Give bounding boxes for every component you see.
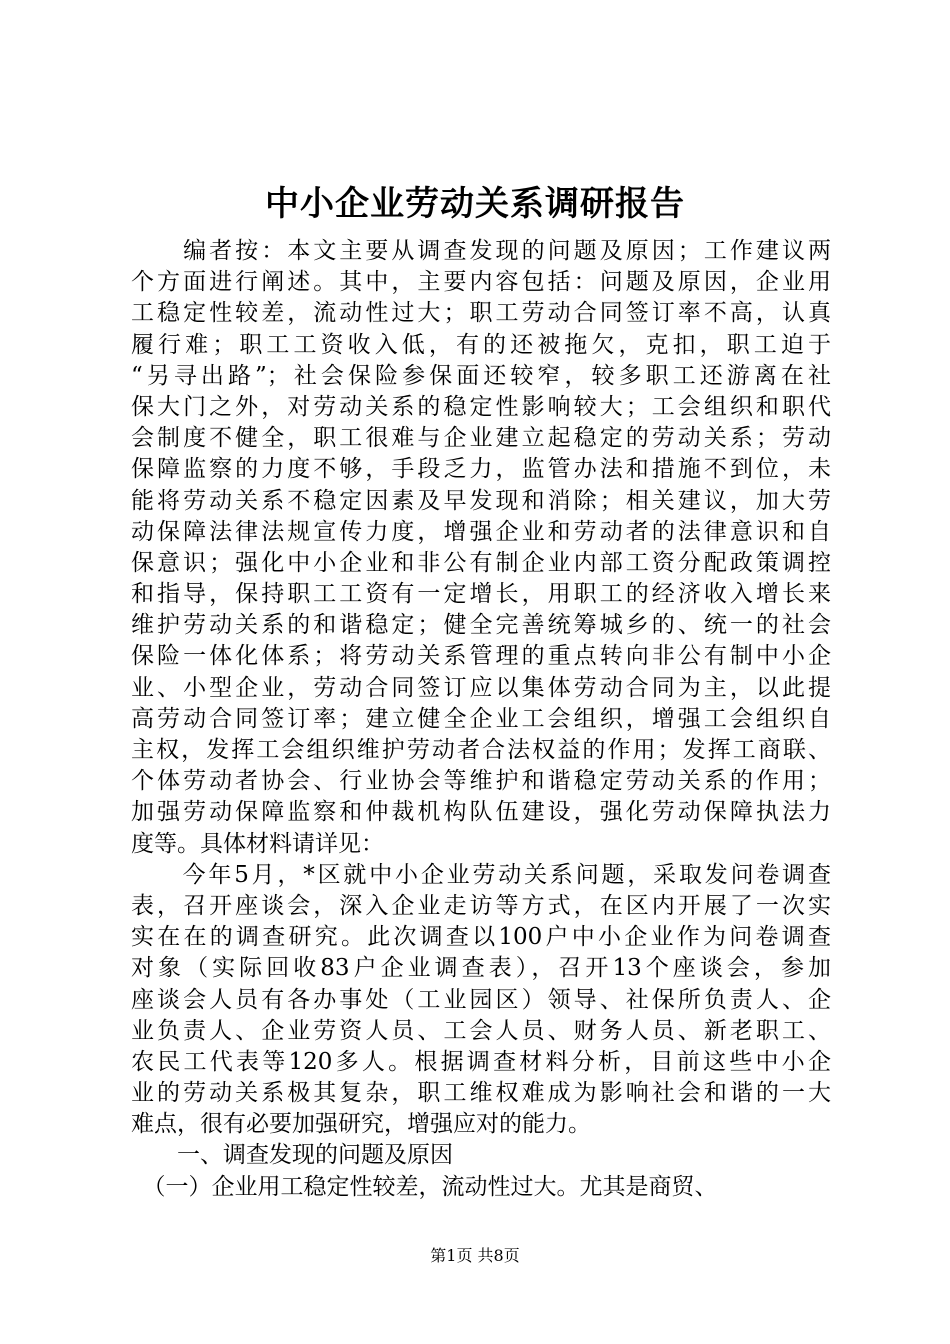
text-line: 履行难；职工工资收入低，有的还被拖欠，克扣，职工迫于 — [131, 331, 831, 358]
text-line: 保障监察的力度不够，手段乏力，监管办法和措施不到位，未 — [131, 456, 831, 483]
text-line: 主权，发挥工会组织维护劳动者合法权益的作用；发挥工商联、 — [131, 737, 831, 763]
page-footer: 第1页 共8页 — [430, 1246, 520, 1265]
text-line: 会制度不健全，职工很难与企业建立起稳定的劳动关系；劳动 — [131, 425, 831, 452]
document-title: 中小企业劳动关系调研报告 — [265, 184, 685, 224]
text-line: 座谈会人员有各办事处（工业园区）领导、社保所负责人、企 — [131, 986, 831, 1013]
text-line: 保大门之外，对劳动关系的稳定性影响较大；工会组织和职代 — [131, 393, 831, 420]
text-line: 表，召开座谈会，深入企业走访等方式，在区内开展了一次实 — [131, 892, 831, 919]
text-line: 业负责人、企业劳资人员、工会人员、财务人员、新老职工、 — [131, 1017, 831, 1044]
text-line: 难点，很有必要加强研究，增强应对的能力。 — [131, 1111, 591, 1138]
text-line: 动保障法律法规宣传力度，增强企业和劳动者的法律意识和自 — [131, 518, 831, 545]
text-line: 今年5月，*区就中小企业劳动关系问题，采取发问卷调查 — [131, 861, 831, 888]
text-line: “另寻出路”；社会保险参保面还较窄，较多职工还游离在社 — [131, 362, 831, 389]
text-line: 和指导，保持职工工资有一定增长，用职工的经济收入增长来 — [131, 581, 831, 608]
text-line: 个体劳动者协会、行业协会等维护和谐稳定劳动关系的作用； — [131, 768, 831, 795]
text-line: 能将劳动关系不稳定因素及早发现和消除；相关建议，加大劳 — [131, 487, 831, 514]
text-line: 业的劳动关系极其复杂，职工维权难成为影响社会和谐的一大 — [131, 1080, 831, 1107]
text-line: 度等。具体材料请详见： — [131, 830, 384, 857]
text-line: 农民工代表等120多人。根据调查材料分析，目前这些中小企 — [131, 1048, 831, 1075]
text-line: 加强劳动保障监察和仲裁机构队伍建设，强化劳动保障执法力 — [131, 799, 831, 826]
document-body — [131, 236, 831, 1203]
text-line: 实在在的调查研究。此次调查以100户中小企业作为问卷调查 — [131, 924, 831, 951]
text-line: 业、小型企业，劳动合同签订应以集体劳动合同为主，以此提 — [131, 674, 831, 701]
text-line: 编者按：本文主要从调查发现的问题及原因；工作建议两 — [131, 238, 831, 264]
text-line: 高劳动合同签订率；建立健全企业工会组织，增强工会组织自 — [131, 705, 831, 732]
text-line: 保意识；强化中小企业和非公有制企业内部工资分配政策调控 — [131, 549, 831, 576]
text-line: 保险一体化体系；将劳动关系管理的重点转向非公有制中小企 — [131, 643, 831, 670]
text-line: （一）企业用工稳定性较差，流动性过大。尤其是商贸、 — [131, 1173, 718, 1200]
text-line: 维护劳动关系的和谐稳定；健全完善统筹城乡的、统一的社会 — [131, 612, 831, 639]
text-line: 对象（实际回收83户企业调查表），召开13个座谈会，参加 — [131, 955, 831, 982]
text-line: 一、调查发现的问题及原因 — [131, 1142, 453, 1169]
text-line: 个方面进行阐述。其中，主要内容包括：问题及原因，企业用 — [131, 269, 831, 296]
text-line: 工稳定性较差，流动性过大；职工劳动合同签订率不高，认真 — [131, 300, 831, 327]
